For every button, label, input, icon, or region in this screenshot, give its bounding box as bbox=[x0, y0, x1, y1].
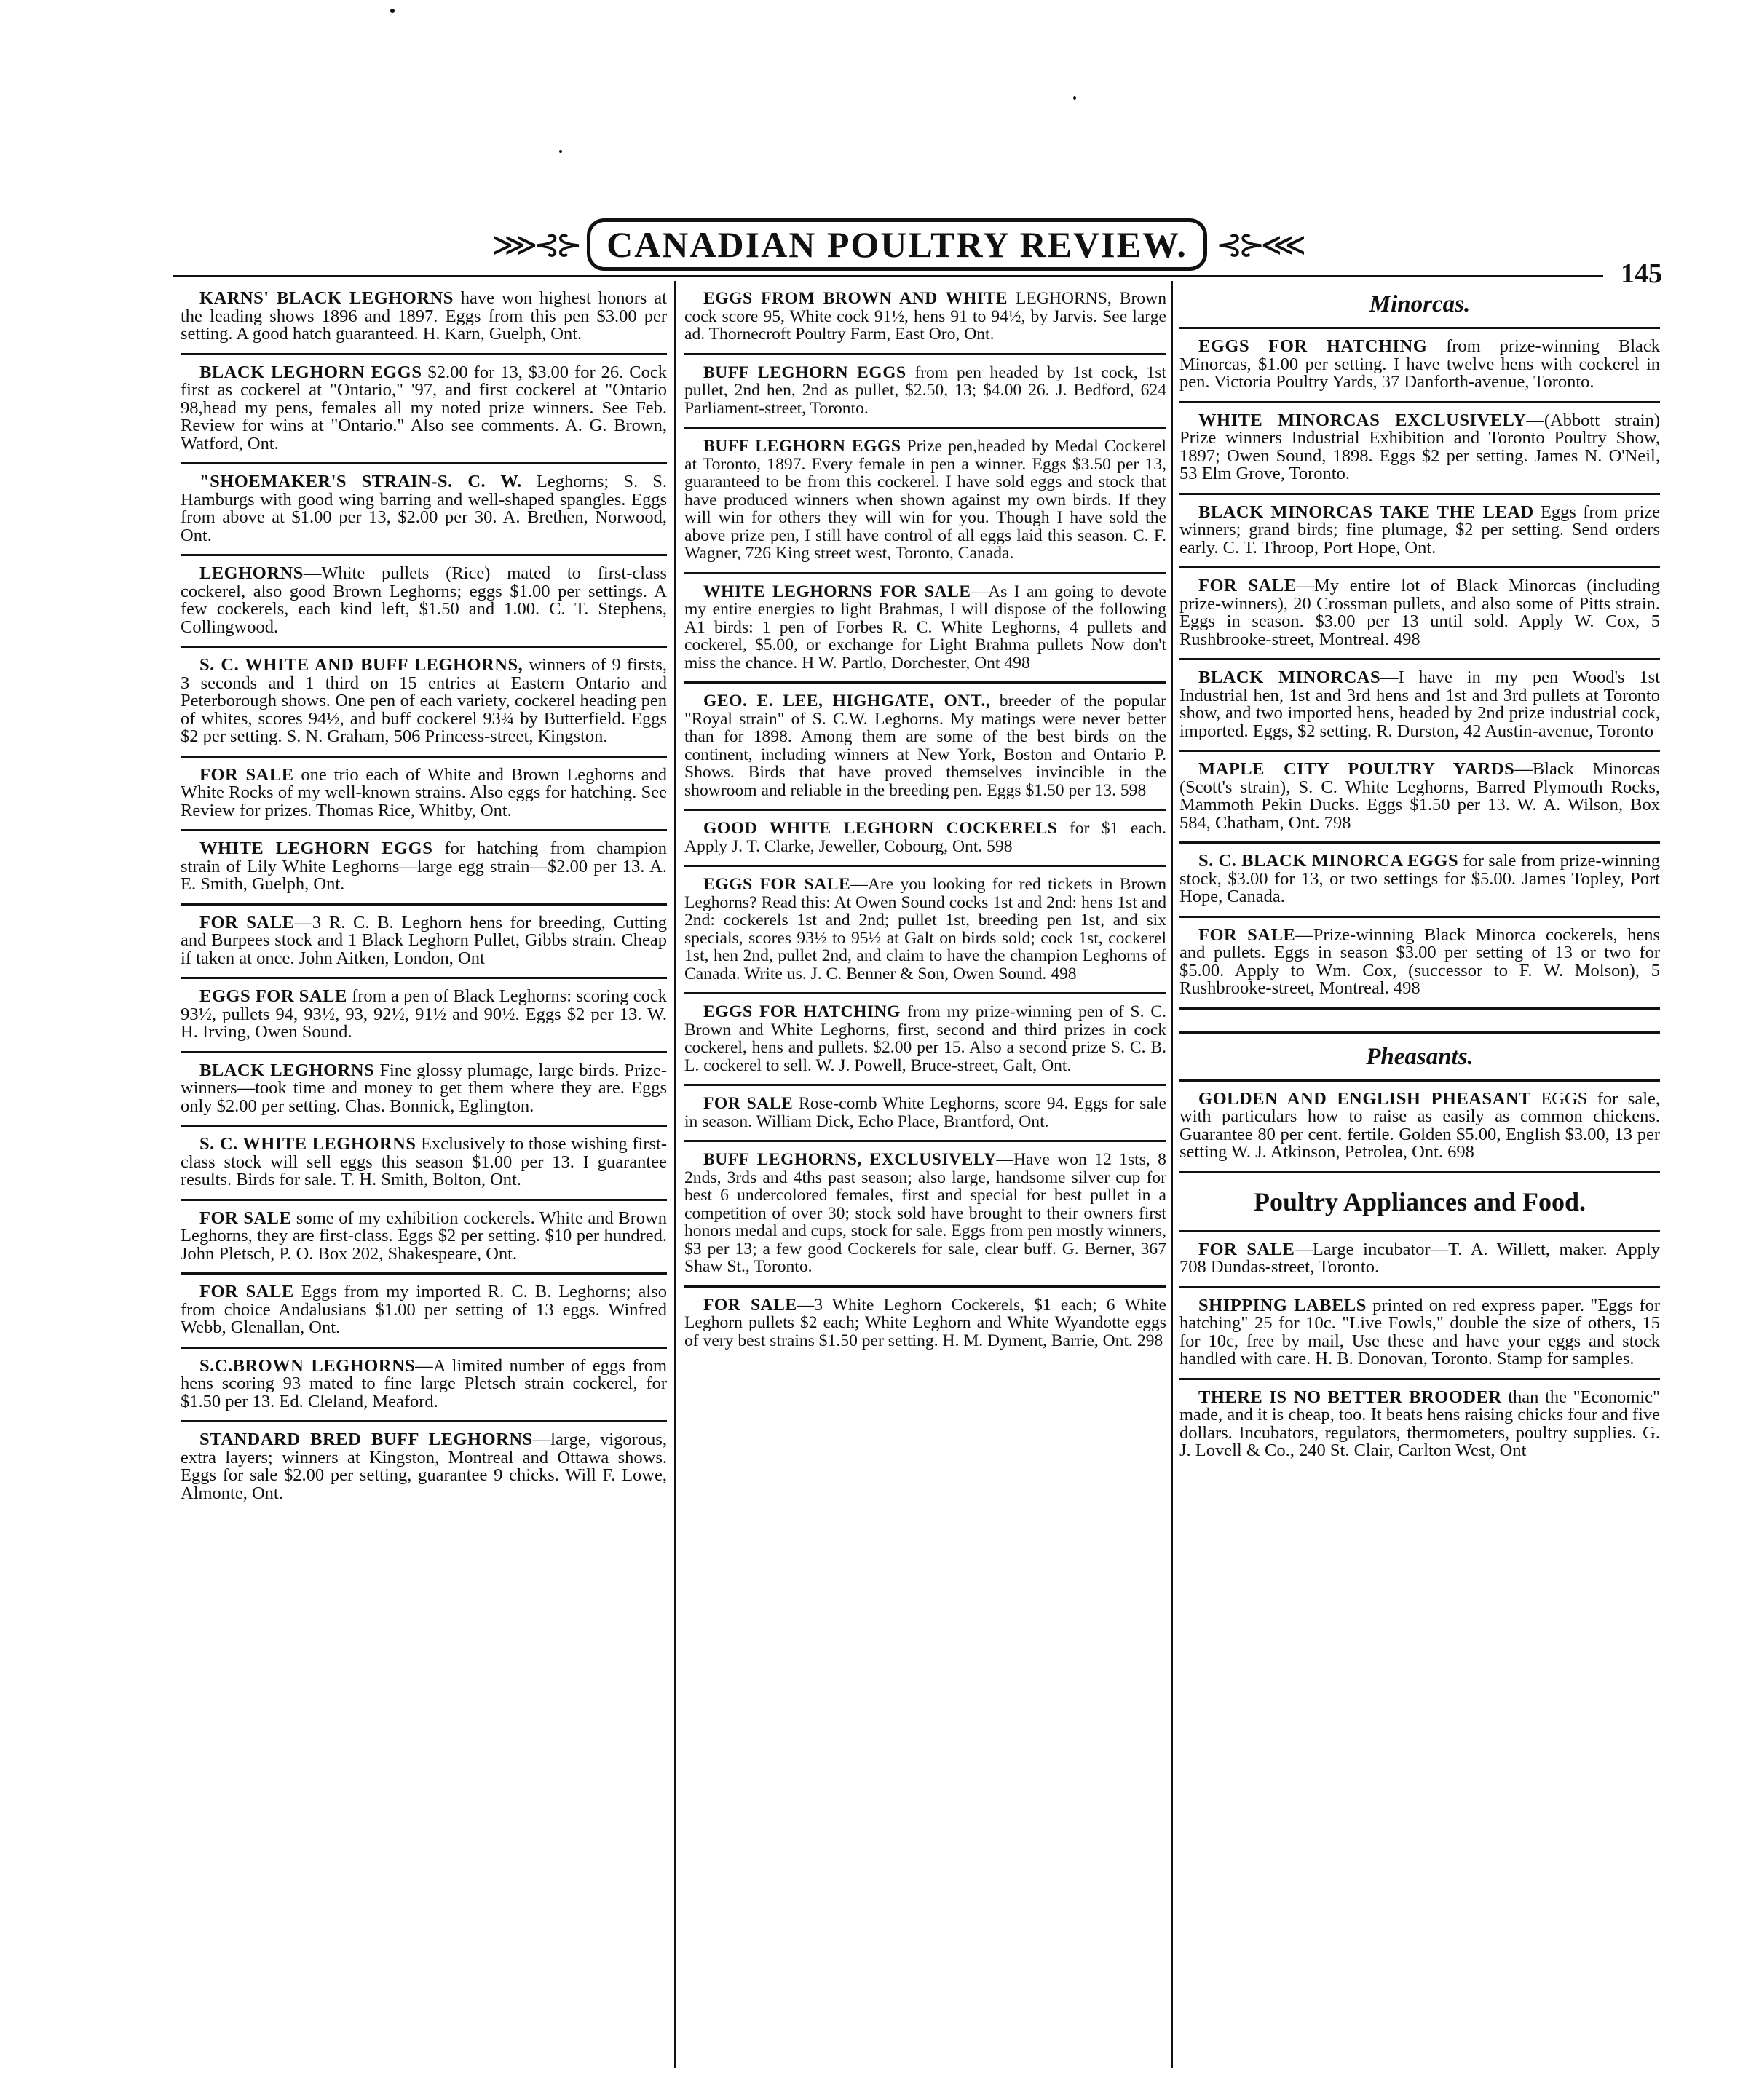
ad-body: Prize pen,headed by Medal Cockerel at Toronto, 1897. Every female in pen a winner. Eggs $3.50 per 13, guaranteed to be from this cockerel. I have sold eggs and stock that have produced winners when shown against my own birds. If they will win for others they will win for you. Though I have sold the above prize pen, I still have control of all eggs laid this season. C. F. Wagner, 726 King street west, Toronto, Canada. bbox=[684, 437, 1166, 563]
ad-body: Eggs from prize winners; grand birds; fine plumage, $2 per setting. Send orders early. C. T. Throop, Port Hope, Ont. bbox=[1179, 502, 1660, 558]
ad-body: from a pen of Black Leghorns: scoring cock 93½, pullets 94, 93½, 93, 92½, 91½ and 90½. Eggs $2 per 13. W. H. Irving, Owen Sound. bbox=[181, 986, 667, 1042]
ad-body: for hatching from champion strain of Lily White Leghorns—large egg strain—$2.00 per 13. A. E. Smith, Guelph, Ont. bbox=[181, 839, 667, 894]
ad-heading: FOR SALE bbox=[199, 1282, 294, 1301]
ad-body: —As I am going to devote my entire energies to light Brahmas, I will dispose of the following A1 birds: 1 pen of Forbes R. C. White Leghorns, 4 pullets and cockerel, $5.00, or exchange for Light Brahma pullets Now don't miss the chance. H W. Partlo, Dorchester, Ont 498 bbox=[684, 582, 1166, 673]
ad-body: Eggs from my imported R. C. B. Leghorns; also from choice Andalusians $1.00 per setting of 13 eggs. Winfred Webb, Glenallan, Ont. bbox=[181, 1282, 667, 1337]
classified-ad bbox=[181, 1127, 667, 1201]
classified-ad bbox=[181, 281, 667, 355]
ad-body: —Prize-winning Black Minorca cockerels, hens and pullets. Eggs in season $3.00 per setting of 13 or two for $5.00. Apply to Wm. Cox, (successor to F. W. Molson), 5 Rushbrooke-street, Montreal. 498 bbox=[1179, 924, 1660, 998]
ad-heading: GEO. E. LEE, HIGHGATE, ONT., bbox=[703, 692, 991, 710]
ad-heading: MAPLE CITY POULTRY YARDS bbox=[1198, 759, 1515, 779]
classified-ad bbox=[684, 1142, 1166, 1288]
ad-heading: S. C. BLACK MINORCA EGGS bbox=[1198, 851, 1459, 871]
ad-body: $2.00 for 13, $3.00 for 26. Cock first as cockerel at "Ontario," '97, and first cockerel at "Ontario 98,head my pens, females all my noted prize winners. See Feb. Review for wins at "Ontario." Also see comments. A. G. Brown, Watford, Ont. bbox=[181, 362, 667, 453]
ad-heading: "SHOEMAKER'S STRAIN-S. C. W. bbox=[199, 472, 522, 491]
ad-heading: WHITE LEGHORNS FOR SALE bbox=[703, 582, 971, 601]
ad-heading: WHITE LEGHORN EGGS bbox=[199, 839, 433, 858]
ad-heading: KARNS' BLACK LEGHORNS bbox=[199, 288, 454, 308]
masthead-left-ornament: ⋙⊰⊱ bbox=[491, 226, 579, 264]
ad-heading: S. C. WHITE LEGHORNS bbox=[199, 1134, 416, 1154]
ad-heading: EGGS FOR HATCHING bbox=[703, 1002, 901, 1021]
ad-heading: BLACK LEGHORN EGGS bbox=[199, 362, 422, 382]
ad-body: —large, vigorous, extra layers; winners at Kingston, Montreal and Ottawa shows. Eggs for sale $2.00 per setting, guarantee 9 chicks. Will F. Lowe, Almonte, Ont. bbox=[181, 1430, 667, 1503]
ad-body: —Black Minorcas (Scott's strain), S. C. White Leghorns, Barred Plymouth Rocks, Mammoth Pekin Ducks. Eggs $1.50 per 13. W. A. Wilson, Box 584, Chatham, Ont. 798 bbox=[1179, 759, 1660, 833]
classified-ad bbox=[181, 1275, 667, 1349]
ad-heading: BLACK MINORCAS TAKE THE LEAD bbox=[1198, 502, 1534, 522]
ad-body: some of my exhibition cockerels. White and Brown Leghorns, they are first-class. Eggs $2 per setting. $10 per hundred. John Pletsch, P. O. Box 202, Shakespeare, Ont. bbox=[181, 1208, 667, 1264]
ad-body: EGGS for sale, with particulars how to raise as easily as common chickens. Guarantee 80 per cent. fertile. Golden $5.00, English $3.00, 13 per setting W. J. Atkinson, Petrolea, Ont. 698 bbox=[1179, 1088, 1660, 1162]
column-leghorns-1 bbox=[181, 281, 667, 2072]
classified-ad bbox=[684, 994, 1166, 1086]
ad-heading: SHIPPING LABELS bbox=[1198, 1295, 1367, 1315]
ad-heading: STANDARD BRED BUFF LEGHORNS bbox=[199, 1430, 533, 1449]
classified-ad bbox=[1179, 660, 1660, 752]
classified-ad bbox=[181, 979, 667, 1053]
ad-heading: FOR SALE bbox=[1198, 1239, 1295, 1259]
ad-body: from pen headed by 1st cock, 1st pullet, 2nd hen, 2nd as pullet, $2.50, 13; $4.00 26. J. Bedford, 624 Parliament-street, Toronto. bbox=[684, 362, 1166, 418]
ad-heading: EGGS FOR SALE bbox=[199, 986, 347, 1006]
ad-heading: S. C. WHITE AND BUFF LEGHORNS, bbox=[199, 655, 523, 675]
ad-body: one trio each of White and Brown Leghorns and White Rocks of my well-known strains. Also eggs for hatching. See Review for prizes. Thomas Rice, Whitby, Ont. bbox=[181, 764, 667, 820]
ad-body: —Have won 12 1sts, 8 2nds, 3rds and 4ths past season; also large, handsome silver cup for best 6 undercolored females, first and special for best pullet in a competition of over 30; stock sold have brought to their owners first honors medal and cups, stock for sale. Eggs from pen mostly winners, $3 per 13; a few good Cockerels for sale, clear buff. G. Berner, 367 Shaw St., Toronto. bbox=[684, 1150, 1166, 1276]
classified-ad bbox=[1179, 918, 1660, 1010]
classified-ad bbox=[684, 684, 1166, 811]
ad-body: —(Abbott strain) Prize winners Industrial Exhibition and Toronto Poultry Show, 1897; Owen Sound, 1898. Eggs $2 per setting. James N. O'Neil, 53 Elm Grove, Toronto. bbox=[1179, 410, 1660, 483]
classified-ad bbox=[181, 906, 667, 980]
ad-heading: LEGHORNS bbox=[199, 563, 304, 583]
ad-heading: WHITE MINORCAS EXCLUSIVELY bbox=[1198, 410, 1527, 430]
ad-body: for $1 each. Apply J. T. Clarke, Jeweller, Cobourg, Ont. 598 bbox=[684, 819, 1166, 856]
classified-ad bbox=[181, 648, 667, 758]
ad-heading: BLACK MINORCAS bbox=[1198, 667, 1381, 687]
classified-ad bbox=[1179, 844, 1660, 918]
section-heading-appliances: Poultry Appliances and Food. bbox=[1179, 1173, 1660, 1232]
classified-ad bbox=[181, 556, 667, 648]
ad-heading: FOR SALE bbox=[703, 1094, 794, 1113]
classified-ad bbox=[684, 867, 1166, 994]
classified-ad bbox=[181, 1053, 667, 1128]
ad-heading: BUFF LEGHORNS, EXCLUSIVELY bbox=[703, 1150, 997, 1169]
ad-heading: EGGS FOR HATCHING bbox=[1198, 336, 1428, 356]
ad-body: —White pullets (Rice) mated to first-class cockerel, also good Brown Leghorns; eggs $1.00 per settings. A few cockerels, each kind left, $1.50 and 1.00. C. T. Stephens, Collingwood. bbox=[181, 563, 667, 637]
ad-body: than the "Economic" made, and it is cheap, too. It beats hens raising chicks four and five dollars. Incubators, regulators, thermometers, poultry supplies. G. J. Lovell & Co., 240 St. Clair, Carlton West, Ont bbox=[1179, 1387, 1660, 1460]
ad-heading: FOR SALE bbox=[199, 764, 294, 785]
column-minorcas-pheasants-appliances bbox=[1179, 281, 1660, 2072]
column-leghorns-2 bbox=[684, 281, 1166, 2072]
ad-heading: BUFF LEGHORN EGGS bbox=[703, 362, 906, 382]
classified-ad bbox=[684, 1086, 1166, 1142]
classified-ad bbox=[181, 1349, 667, 1423]
ad-heading: GOLDEN AND ENGLISH PHEASANT bbox=[1198, 1088, 1531, 1109]
ad-heading: FOR SALE bbox=[1198, 924, 1296, 945]
classified-ad bbox=[684, 281, 1166, 355]
scan-speck bbox=[390, 9, 395, 13]
classified-ad bbox=[1179, 752, 1660, 844]
classified-ad bbox=[1179, 1380, 1660, 1470]
classified-ad bbox=[181, 831, 667, 906]
classified-ad bbox=[684, 811, 1166, 867]
ad-body: printed on red express paper. "Eggs for hatching" 25 for 10c. "Live Fowls," double the size of others, 15 for 10c, free by mail, Use these and have your eggs and stock handled with care. H. B. Donovan, Toronto. Stamp for samples. bbox=[1179, 1295, 1660, 1368]
page-number: 145 bbox=[1621, 258, 1662, 289]
ad-body: —I have in my pen Wood's 1st Industrial hen, 1st and 3rd hens and 1st and 3rd pullets at Toronto show, and two imported hens, headed by 2nd prize industrial cock, imported. Eggs, $2 setting. R. Durston, 42 Austin-avenue, Toronto bbox=[1179, 667, 1660, 741]
masthead bbox=[491, 215, 1303, 274]
ad-heading: FOR SALE bbox=[1198, 576, 1297, 595]
ad-body: winners of 9 firsts, 3 seconds and 1 third on 15 entries at Eastern Ontario and Peterborough shows. One pen of each variety, cockerel heading pen of whites, scores 94½, and buff cockerel 93¾ by Butterfield. Eggs $2 per setting. S. N. Graham, 506 Princess-street, Kingston. bbox=[181, 655, 667, 746]
classified-ad bbox=[181, 1422, 667, 1512]
ad-heading: FOR SALE bbox=[199, 1208, 292, 1228]
classified-ad bbox=[1179, 403, 1660, 495]
ad-body: have won highest honors at the leading shows 1896 and 1897. Eggs from this pen $3.00 per setting. A good hatch guaranteed. H. Karn, Guelph, Ont. bbox=[181, 288, 667, 344]
classified-ad bbox=[1179, 495, 1660, 569]
column-divider bbox=[674, 281, 676, 2068]
classified-ad bbox=[684, 1288, 1166, 1360]
classified-ad bbox=[1179, 568, 1660, 660]
ad-heading: EGGS FOR SALE bbox=[703, 875, 851, 894]
ad-body: Rose-comb White Leghorns, score 94. Eggs for sale in season. William Dick, Echo Place, Brantford, Ont. bbox=[684, 1094, 1166, 1131]
ad-body: —3 R. C. B. Leghorn hens for breeding, Cutting and Burpees stock and 1 Black Leghorn Pullet, Gibbs strain. Cheap if taken at once. John Aitken, London, Ont bbox=[181, 912, 667, 968]
classified-ad bbox=[684, 429, 1166, 574]
ad-heading: BUFF LEGHORN EGGS bbox=[703, 437, 901, 456]
column-divider bbox=[1171, 281, 1173, 2068]
ad-body: —3 White Leghorn Cockerels, $1 each; 6 White Leghorn pullets $2 each; White Leghorn and White Wyandotte eggs of very best strains $1.50 per setting. H. M. Dyment, Barrie, Ont. 298 bbox=[684, 1295, 1166, 1350]
ad-heading: EGGS FROM BROWN AND WHITE bbox=[703, 289, 1008, 308]
ad-body: Fine glossy plumage, large birds. Prize-winners—took time and money to get them where they are. Eggs only $2.00 per setting. Chas. Bonnick, Eglington. bbox=[181, 1060, 667, 1116]
ad-body: for sale from prize-winning stock, $3.00 for 13, or two settings for $5.00. James Topley, Port Hope, Canada. bbox=[1179, 851, 1660, 906]
ad-body: Exclusively to those wishing first-class stock will sell eggs this season $1.00 per 13. I guarantee results. Birds for sale. T. H. Smith, Bolton, Ont. bbox=[181, 1134, 667, 1189]
classified-ad bbox=[181, 758, 667, 832]
ad-heading: FOR SALE bbox=[199, 912, 295, 932]
ad-body: —My entire lot of Black Minorcas (including prize-winners), 20 Crossman pullets, and also some of Pitts strain. Eggs in season. $3.00 per 13 until sold. Apply W. Cox, 5 Rushbrooke-street, Montreal. 498 bbox=[1179, 576, 1660, 649]
ad-heading: THERE IS NO BETTER BROODER bbox=[1198, 1387, 1502, 1407]
classified-ad bbox=[181, 355, 667, 465]
classified-ad bbox=[1179, 1232, 1660, 1288]
publication-title: CANADIAN POULTRY REVIEW. bbox=[587, 218, 1207, 271]
classified-ad bbox=[684, 574, 1166, 684]
ad-heading: GOOD WHITE LEGHORN COCKERELS bbox=[703, 819, 1058, 838]
ad-body: LEGHORNS, Brown cock score 95, White cock 91½, hens 91 to 94½, by Jarvis. See large ad. Thornecroft Poultry Farm, East Oro, Ont. bbox=[684, 289, 1166, 344]
section-heading-minorcas: Minorcas. bbox=[1179, 281, 1660, 329]
ad-body: from prize-winning Black Minorcas, $1.00 per setting. I have twelve hens with cockerel in pen. Victoria Poultry Yards, 37 Danforth-avenue, Toronto. bbox=[1179, 336, 1660, 392]
ad-heading: FOR SALE bbox=[703, 1295, 797, 1315]
section-divider bbox=[1179, 1010, 1660, 1034]
ad-body: Leghorns; S. S. Hamburgs with good wing barring and well-shaped spangles. Eggs from above at $1.00 per 13, $2.00 per 30. A. Brethen, Norwood, Ont. bbox=[181, 472, 667, 545]
ad-body: —Large incubator—T. A. Willett, maker. Apply 708 Dundas-street, Toronto. bbox=[1179, 1239, 1660, 1277]
ad-heading: BLACK LEGHORNS bbox=[199, 1060, 375, 1080]
classified-ad bbox=[684, 355, 1166, 429]
ad-body: —Are you looking for red tickets in Brown Leghorns? Read this: At Owen Sound cocks 1st and 2nd: hens 1st and 2nd: cockerels 1st and 2nd; pullet 1st, breeding pen 1st, and six specials, scores 93½ to 95½ at Galt on birds sold; cock 1st, cockerel 1st, hen 2nd, pullet 2nd, and claim to have the champion Leghorns of Canada. Write us. J. C. Benner & Son, Owen Sound. 498 bbox=[684, 875, 1166, 983]
header-rule bbox=[173, 275, 1603, 277]
ad-heading: S.C.BROWN LEGHORNS bbox=[199, 1355, 416, 1376]
ad-body: breeder of the popular "Royal strain" of S. C.W. Leghorns. My matings were never better than for 1898. Among them are some of the best birds on the continent, including winners at New York, Boston and Ontario P. Shows. Birds that have proved themselves invincible in the showroom and reliable in the breeding pen. Eggs $1.50 per 13. 598 bbox=[684, 692, 1166, 800]
classified-ad bbox=[181, 464, 667, 556]
section-heading-pheasants: Pheasants. bbox=[1179, 1034, 1660, 1082]
classified-ad bbox=[1179, 1082, 1660, 1173]
masthead-right-ornament: ⊰⊱⋘ bbox=[1215, 226, 1303, 264]
classified-ad bbox=[1179, 1288, 1660, 1380]
scan-speck bbox=[1073, 96, 1076, 100]
ad-body: from my prize-winning pen of S. C. Brown and White Leghorns, first, second and third prizes in cock cockerel, hens and pullets. $2.00 per 15. Also a second prize S. C. B. L. cockerel to sell. W. J. Powell, Bruce-street, Galt, Ont. bbox=[684, 1002, 1166, 1075]
classified-ad bbox=[181, 1201, 667, 1275]
ad-body: —A limited number of eggs from hens scoring 93 mated to fine large Pletsch strain cockerel, for $1.50 per 13. Ed. Cleland, Meaford. bbox=[181, 1355, 667, 1411]
scan-speck bbox=[559, 150, 562, 153]
classified-ad bbox=[1179, 329, 1660, 403]
